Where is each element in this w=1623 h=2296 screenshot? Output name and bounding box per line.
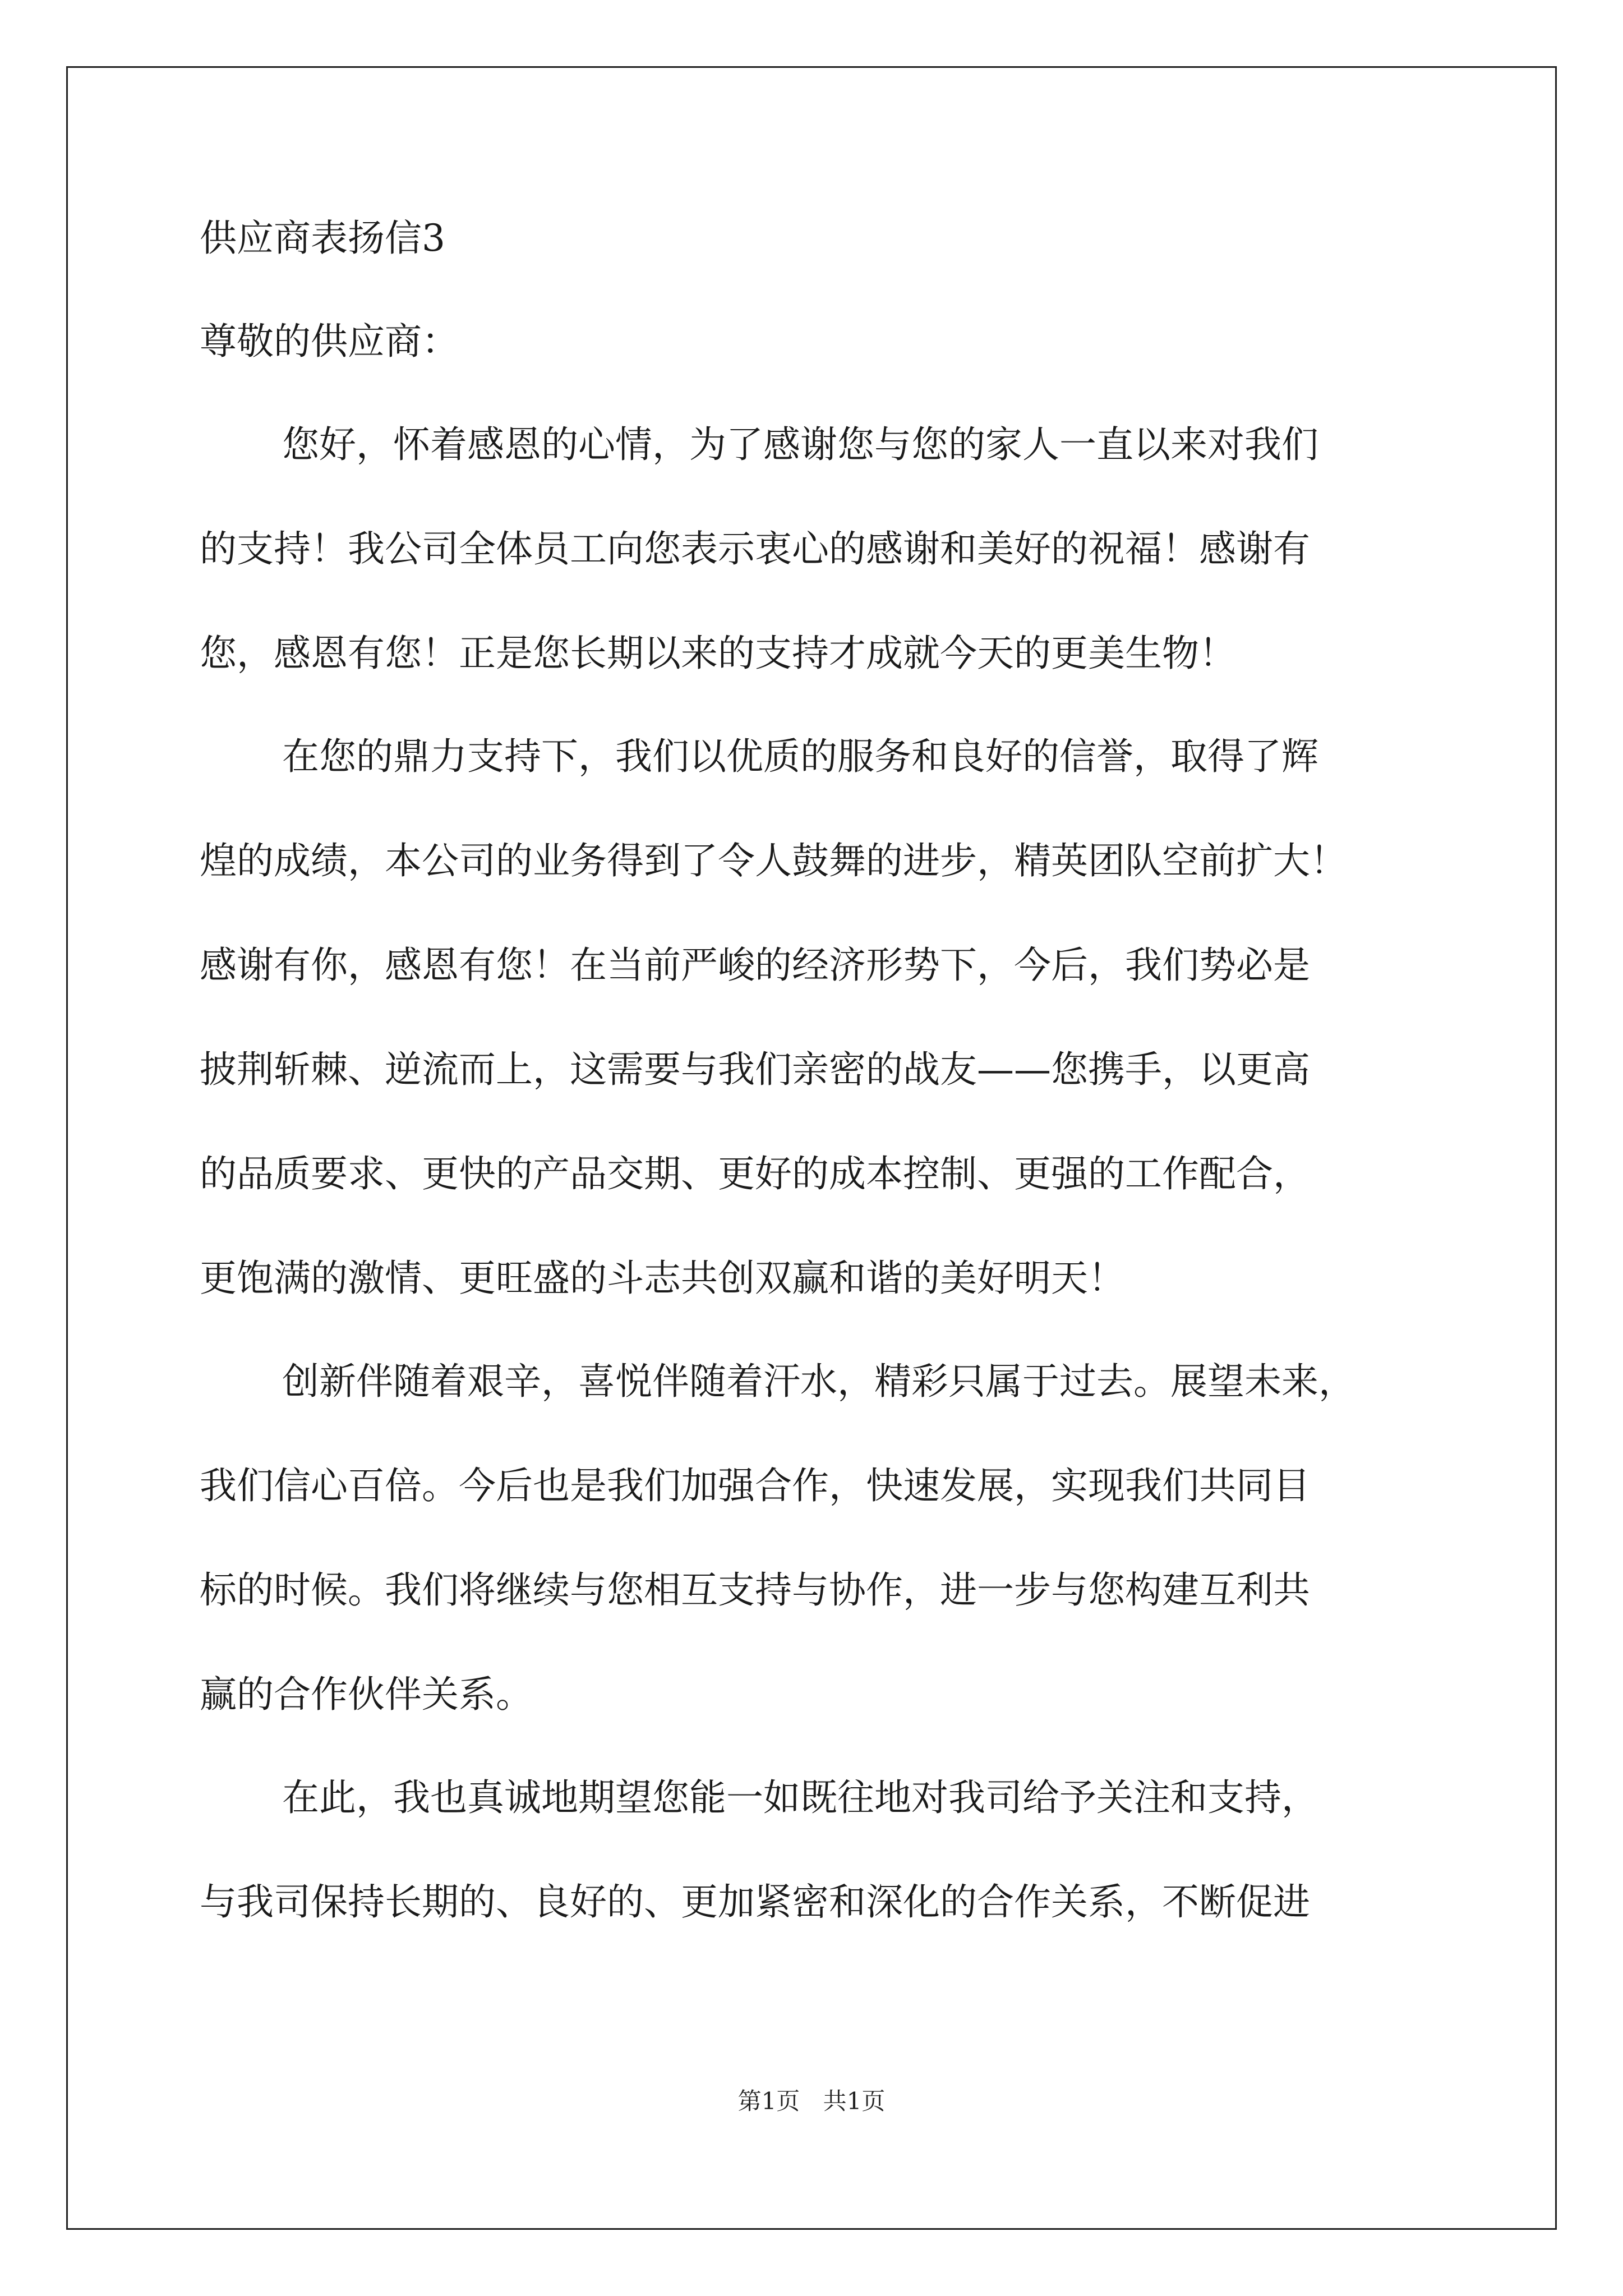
paragraph-line: 标的时候。我们将继续与您相互支持与协作，进一步与您构建互利共 xyxy=(200,1568,1310,1612)
paragraph-line: 您，感恩有您！正是您长期以来的支持才成就今天的更美生物！ xyxy=(200,632,1236,675)
document-body xyxy=(200,218,1433,1985)
document-title: 供应商表扬信3 xyxy=(200,217,445,260)
paragraph-line: 的品质要求、更快的产品交期、更好的成本控制、更强的工作配合， xyxy=(200,1152,1310,1195)
paragraph-line: 披荆斩棘、逆流而上，这需要与我们亲密的战友——您携手，以更高 xyxy=(200,1048,1310,1091)
paragraph-line: 感谢有你，感恩有您！在当前严峻的经济形势下，今后，我们势必是 xyxy=(200,944,1310,987)
paragraph-line: 在您的鼎力支持下，我们以优质的服务和良好的信誉，取得了辉 xyxy=(282,735,1318,778)
paragraph-2 xyxy=(200,736,1433,1299)
page-number: 第1页 xyxy=(737,2087,800,2115)
paragraph-3 xyxy=(200,1361,1433,1715)
paragraph-line: 的支持！我公司全体员工向您表示衷心的感谢和美好的祝福！感谢有 xyxy=(200,527,1310,570)
paragraph-line: 煌的成绩，本公司的业务得到了令人鼓舞的进步，精英团队空前扩大！ xyxy=(200,839,1347,882)
paragraph-line: 赢的合作伙伴关系。 xyxy=(200,1673,533,1716)
page-footer xyxy=(0,2087,1623,2115)
paragraph-line: 创新伴随着艰辛，喜悦伴随着汗水，精彩只属于过去。展望未来， xyxy=(282,1360,1355,1403)
page-total: 共1页 xyxy=(823,2087,886,2115)
paragraph-4 xyxy=(200,1777,1433,1923)
salutation: 尊敬的供应商： xyxy=(200,320,459,363)
paragraph-line: 与我司保持长期的、良好的、更加紧密和深化的合作关系，不断促进 xyxy=(200,1880,1310,1924)
paragraph-line: 我们信心百倍。今后也是我们加强合作，快速发展，实现我们共同目 xyxy=(200,1464,1310,1507)
paragraph-line: 在此，我也真诚地期望您能一如既往地对我司给予关注和支持， xyxy=(282,1776,1318,1819)
paragraph-1 xyxy=(200,424,1433,674)
paragraph-line: 您好，怀着感恩的心情，为了感谢您与您的家人一直以来对我们 xyxy=(282,423,1318,466)
paragraph-line: 更饱满的激情、更旺盛的斗志共创双赢和谐的美好明天！ xyxy=(200,1257,1125,1300)
